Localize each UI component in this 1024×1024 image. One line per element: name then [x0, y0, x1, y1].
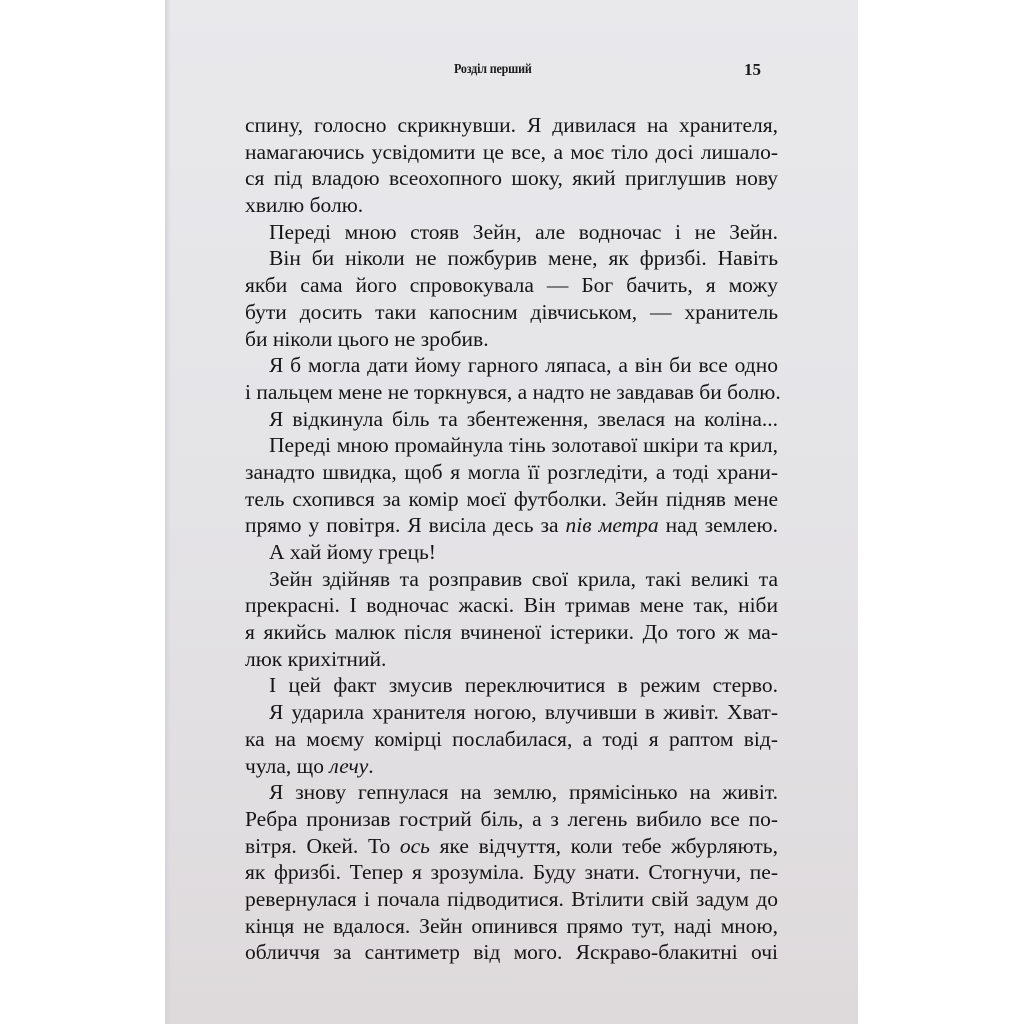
text-line: Я б могла дати йому гарного ляпаса, а він би все одно — [269, 353, 778, 378]
text-line: бути досить таки капосним дівчиськом, — хранитель — [245, 299, 778, 324]
page-number: 15 — [744, 60, 761, 79]
text-segment: над землею. — [658, 513, 778, 538]
text-segment: прямо у повітря. Я висіла десь за — [245, 513, 566, 538]
text-line: як фризбі. Тепер я зрозуміла. Буду знати. Стогнучи, пе- — [245, 860, 778, 885]
running-header — [165, 60, 858, 84]
text-segment: . — [368, 753, 374, 778]
text-line: би ніколи цього не зробив. — [245, 326, 489, 351]
text-line: ка на моєму комірці послабилася, а тоді я раптом від- — [245, 726, 778, 751]
text-segment: чула, що — [245, 753, 330, 778]
text-line — [245, 753, 778, 780]
text-line: Я ударила хранителя ногою, влучивши в живіт. Хват- — [269, 700, 778, 725]
text-line: Переді мною стояв Зейн, але водночас і не Зейн. — [269, 219, 778, 244]
text-line: якби сама його спровокувала — Бог бачить, я можу — [245, 273, 778, 298]
body-text — [245, 112, 781, 966]
text-line: і пальцем мене не торкнувся, а надто не завдавав би болю. — [245, 379, 781, 404]
text-line: Я відкинула біль та збентеження, звелася на коліна... — [269, 406, 778, 431]
text-line: намагаючись усвідомити це все, а моє тіло досі лишало- — [245, 139, 778, 164]
text-segment: вітря. Окей. То — [245, 833, 400, 858]
text-line: тель схопився за комір моєї футболки. Зейн підняв мене — [245, 486, 778, 511]
text-line: І цей факт змусив переключитися в режим стерво. — [269, 673, 778, 698]
text-line: спину, голосно скрикнувши. Я дивилася на хранителя, — [245, 113, 778, 137]
text-line — [245, 512, 778, 539]
text-line: люк крихітний. — [245, 646, 387, 671]
text-line: Я знову гепнулася на землю, прямісінько на живіт. — [269, 780, 778, 805]
text-line: прекрасні. І водночас жаскі. Він тримав мене так, ніби — [245, 593, 778, 618]
text-line: хвилю болю. — [245, 193, 364, 218]
text-line: занадто швидка, щоб я могла її розгледіти, а тоді храни- — [245, 459, 778, 484]
book-page — [165, 0, 858, 1024]
text-line: Переді мною промайнула тінь золотавої шкіри та крил, — [269, 433, 778, 458]
text-line: кінця не вдалося. Зейн опинився прямо тут, наді мною, — [245, 913, 778, 938]
text-line: ся під владою всеохопного шоку, який приглушив нову — [245, 166, 778, 191]
text-line: А хай йому грець! — [269, 540, 436, 564]
text-line: ревернулася і почала підводитися. Втілити свій задум до — [245, 886, 778, 911]
text-line: Зейн здійняв та розправив свої крила, такі великі та — [269, 566, 778, 591]
text-line: Ребра пронизав гострий біль, а з легень вибило все по- — [245, 806, 778, 831]
text-line — [245, 833, 778, 860]
text-line: Він би ніколи не пожбурив мене, як фризбі. Навіть — [269, 246, 778, 271]
italic-emphasis: пів метра — [565, 513, 659, 538]
text-line: обличчя за сантиметр від мого. Яскраво-блакитні очі — [245, 940, 778, 965]
chapter-title: Розділ перший — [454, 62, 532, 77]
italic-emphasis: лечу — [329, 753, 369, 778]
text-line: я якийсь малюк після вчиненої істерики. До того ж ма- — [245, 620, 778, 645]
italic-emphasis: ось — [399, 833, 430, 858]
text-segment: яке відчуття, коли тебе жбурляють, — [429, 833, 778, 858]
